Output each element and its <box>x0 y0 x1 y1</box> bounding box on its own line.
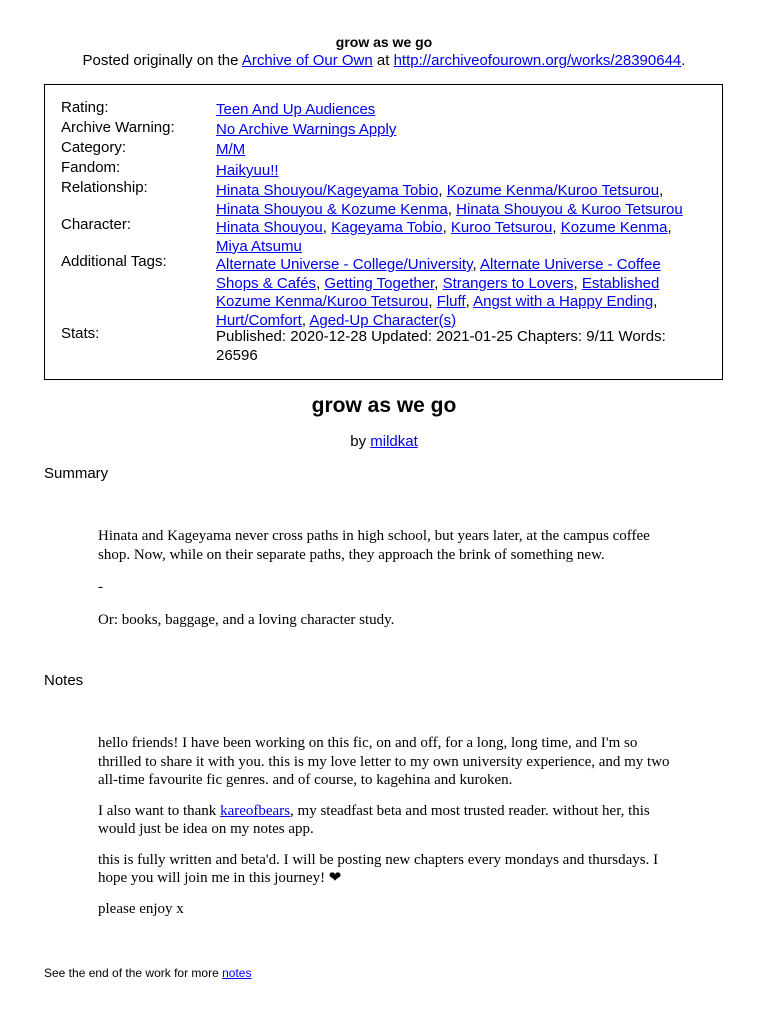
character-link[interactable]: Hinata Shouyou <box>216 219 323 236</box>
relationship-link[interactable]: Hinata Shouyou & Kuroo Tetsurou <box>456 200 683 218</box>
archive-link[interactable]: Archive of Our Own <box>241 52 373 69</box>
posted-at: at <box>372 52 394 69</box>
category-value <box>216 141 706 160</box>
character-link[interactable]: Kageyama Tobio <box>331 219 443 236</box>
posted-prefix: Posted originally on the <box>82 52 242 69</box>
tag-link[interactable]: Established Kozume Kenma/Kuroo Tetsurou <box>216 274 660 310</box>
tag-link[interactable]: Fluff <box>436 293 466 310</box>
notes-thanks-before: I also want to thank <box>98 802 221 819</box>
character-link[interactable]: Miya Atsumu <box>216 237 302 255</box>
rating-link[interactable]: Teen And Up Audiences <box>216 101 376 118</box>
posted-originally-line <box>0 52 768 69</box>
category-link[interactable]: M/M <box>216 141 246 158</box>
additional-tags-label: Additional Tags: <box>61 253 167 270</box>
posted-period: . <box>681 52 686 69</box>
summary-paragraph: Or: books, baggage, and a loving character study. <box>98 611 395 628</box>
end-notes-pointer <box>44 966 251 980</box>
tag-link[interactable]: Angst with a Happy Ending <box>473 293 654 310</box>
relationship-link[interactable]: Kozume Kenma/Kuroo Tetsurou <box>446 182 660 199</box>
end-notes-link[interactable]: notes <box>222 966 252 980</box>
character-label: Character: <box>61 216 132 233</box>
relationship-value: Hinata Shouyou/Kageyama Tobio, Kozume Kenma/Kuroo Tetsurou, Hinata Shouyou & Kozume Kenma, Hinata Shouyou & Kuroo Tetsurou <box>216 182 683 218</box>
summary-separator: - <box>98 579 103 595</box>
stats-label: Stats: <box>61 325 100 342</box>
fandom-label: Fandom: <box>61 159 121 176</box>
tag-link[interactable]: Getting Together <box>324 274 435 292</box>
notes-text <box>98 734 678 918</box>
additional-tags-value: Alternate Universe - College/University, Alternate Universe - Coffee Shops & Cafés, Getting Together, Strangers to Lovers, Established Kozume Kenma/Kuroo Tetsurou, Fluff, Angst with a Happy Ending, Hurt/Comfort, Aged-Up Character(s) <box>216 256 661 329</box>
work-url-link[interactable]: http://archiveofourown.org/works/28390644 <box>393 52 682 69</box>
notes-heading: Notes <box>44 672 84 689</box>
tag-link[interactable]: Alternate Universe - Coffee Shops & Cafés <box>216 256 661 292</box>
character-link[interactable]: Kozume Kenma <box>560 219 668 236</box>
warning-label: Archive Warning: <box>61 119 175 136</box>
notes-thanks-after: , my steadfast beta and most trusted reader. without her, this would just be idea on my notes app. <box>98 802 650 837</box>
warning-link[interactable]: No Archive Warnings Apply <box>216 121 397 138</box>
summary-paragraph: Hinata and Kageyama never cross paths in high school, but years later, at the campus coffee shop. Now, while on their separate paths, they approach the brink of something new. <box>98 528 650 563</box>
byline <box>0 433 768 450</box>
work-title: grow as we go <box>311 394 457 417</box>
byline-by: by <box>350 433 371 450</box>
relationship-link[interactable]: Hinata Shouyou & Kozume Kenma <box>216 200 448 218</box>
rating-label: Rating: <box>61 99 109 116</box>
document-header-title: grow as we go <box>335 34 433 50</box>
end-notes-text: See the end of the work for more <box>44 966 223 980</box>
fandom-value <box>216 162 706 181</box>
relationship-label: Relationship: <box>61 179 148 196</box>
notes-paragraph <box>98 802 678 839</box>
notes-paragraph: please enjoy x <box>98 900 184 917</box>
tag-link[interactable]: Aged-Up Character(s) <box>309 311 457 329</box>
tag-link[interactable]: Strangers to Lovers <box>442 274 574 292</box>
summary-heading: Summary <box>44 465 109 482</box>
tag-link[interactable]: Alternate Universe - College/University <box>216 256 473 273</box>
notes-paragraph: hello friends! I have been working on this fic, on and off, for a long, long time, and I'm so thrilled to share it with you. this is my love letter to my own university experience, and my two all-time favourite fic genres. and of course, to kagehina and kuroken. <box>98 735 670 788</box>
relationship-link[interactable]: Hinata Shouyou/Kageyama Tobio <box>216 182 439 199</box>
rating-value <box>216 101 706 120</box>
beta-reader-link[interactable]: kareofbears <box>220 802 291 819</box>
work-metadata-box <box>44 84 723 380</box>
fandom-link[interactable]: Haikyuu!! <box>216 162 279 179</box>
author-link[interactable]: mildkat <box>370 433 418 450</box>
category-label: Category: <box>61 139 127 156</box>
character-value: Hinata Shouyou, Kageyama Tobio, Kuroo Tetsurou, Kozume Kenma, Miya Atsumu <box>216 219 672 255</box>
summary-text <box>98 527 678 629</box>
tag-link[interactable]: Hurt/Comfort <box>216 311 302 329</box>
notes-paragraph: this is fully written and beta'd. I will be posting new chapters every mondays and thursdays. I hope you will join me in this journey! ❤ <box>98 851 659 886</box>
warning-value <box>216 121 706 140</box>
stats-value: Published: 2020-12-28 Updated: 2021-01-25 Chapters: 9/11 Words: 26596 <box>216 328 666 364</box>
character-link[interactable]: Kuroo Tetsurou <box>450 219 553 236</box>
